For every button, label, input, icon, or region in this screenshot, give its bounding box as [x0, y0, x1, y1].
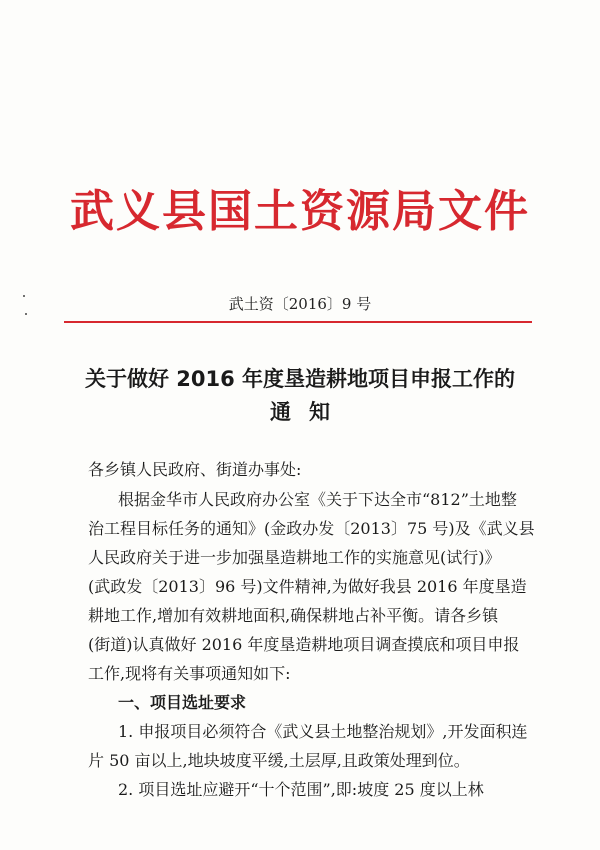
- addressee: 各乡镇人民政府、街道办事处:: [88, 460, 302, 479]
- item-line: 2. 项目选址应避开“十个范围”,即:坡度 25 度以上林: [118, 780, 484, 799]
- paragraph-line: 工作,现将有关事项通知如下:: [88, 664, 291, 683]
- paragraph-line: (街道)认真做好 2016 年度垦造耕地项目调查摸底和项目申报: [88, 635, 520, 654]
- letterhead-title: 武义县国土资源局文件: [70, 186, 530, 237]
- notice-title-line-2: 通知: [270, 400, 348, 424]
- paragraph-line: (武政发〔2013〕96 号)文件精神,为做好我县 2016 年度垦造: [88, 577, 527, 596]
- paragraph-line: 根据金华市人民政府办公室《关于下达全市“812”土地整: [118, 490, 517, 509]
- paragraph-line: 耕地工作,增加有效耕地面积,确保耕地占补平衡。请各乡镇: [88, 606, 499, 625]
- section-heading: 一、项目选址要求: [118, 693, 247, 712]
- item-line: 1. 申报项目必须符合《武义县土地整治规划》,开发面积连: [118, 722, 528, 741]
- notice-title-line-1: 关于做好 2016 年度垦造耕地项目申报工作的: [84, 367, 516, 391]
- document-number: 武土资〔2016〕9 号: [228, 295, 372, 313]
- item-line: 片 50 亩以上,地块坡度平缓,土层厚,且政策处理到位。: [88, 751, 470, 770]
- paragraph-line: 人民政府关于进一步加强垦造耕地工作的实施意见(试行)》: [88, 548, 501, 567]
- paragraph-line: 治工程目标任务的通知》(金政办发〔2013〕75 号)及《武义县: [88, 519, 535, 538]
- scan-speck: [25, 313, 27, 315]
- scan-speck: [23, 295, 25, 297]
- red-separator-line: [64, 321, 532, 323]
